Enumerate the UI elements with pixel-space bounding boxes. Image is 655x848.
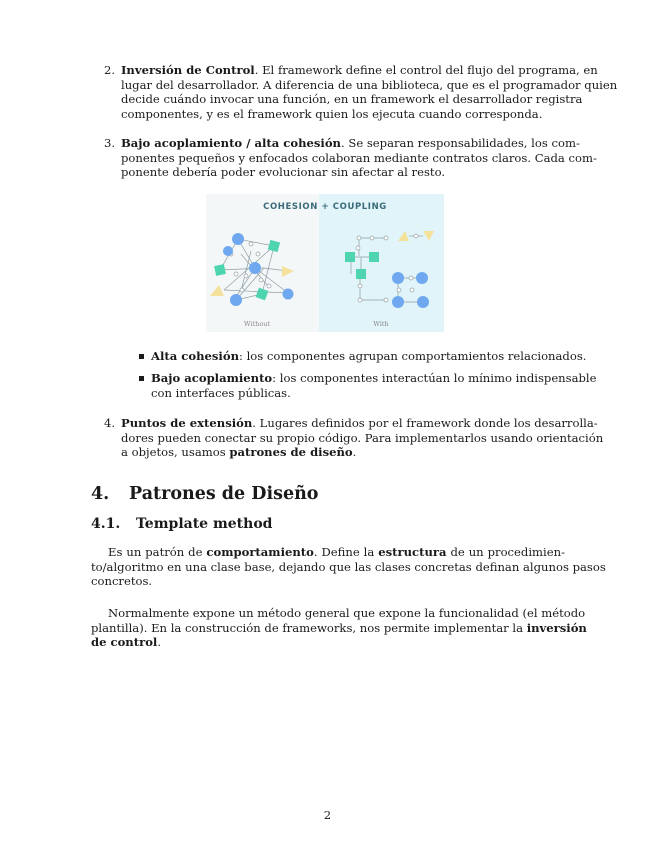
section-number: 4. — [91, 484, 110, 504]
bullet-alta-cohesion: Alta cohesión: los componentes agrupan comportamientos relacionados. — [151, 349, 565, 364]
list-item-inversion-control: 2. Inversión de Control. El framework define el control del flujo del programa, en lugar del desarrollador. A diferencia de una biblioteca, que es el programador quien decide cuándo invocar una función, en un framework el desarrollador registra componentes, y es el framework quien los ejecuta cuando corresponda. — [104, 63, 618, 121]
figure-right-label: With — [373, 320, 389, 328]
subsection-number: 4.1. — [91, 516, 121, 532]
item-number: 4. — [104, 416, 116, 430]
bullet-marker — [139, 376, 144, 381]
item-number: 3. — [104, 136, 116, 150]
subsection-title: Template method — [136, 516, 273, 532]
figure-title: COHESION + COUPLING — [263, 202, 387, 212]
item-term: Bajo acoplamiento / alta cohesión — [121, 136, 341, 150]
bullet-bajo-acoplamiento: Bajo acoplamiento: los componentes interactúan lo mínimo indispensable con interfaces públicas. — [151, 371, 565, 400]
item-number: 2. — [104, 63, 116, 77]
bullet-marker — [139, 354, 144, 359]
section-title: Patrones de Diseño — [129, 484, 319, 504]
list-item-puntos-extension: 4. Puntos de extensión. Lugares definidos por el framework donde los desarrolla- dores pueden conectar su propio código. Para implementarlos usando orientación a objetos, usamos patrones de diseño. — [104, 416, 604, 460]
page-number: 2 — [323, 808, 332, 822]
item-term: Inversión de Control — [121, 63, 255, 77]
list-item-acoplamiento: 3. Bajo acoplamiento / alta cohesión. Se separan responsabilidades, los com- ponentes pequeños y enfocados colaboran mediante contratos claros. Cada com- ponente debería poder evolucionar sin afectar al resto. — [104, 136, 597, 180]
paragraph-template-method-1: Es un patrón de comportamiento. Define la estructura de un procedimien- to/algoritmo en una clase base, dejando que las clases concretas definan algunos pasos concretos. — [91, 545, 606, 589]
figure-left-label: Without — [243, 320, 271, 328]
item-term: Puntos de extensión — [121, 416, 253, 430]
section-heading — [91, 484, 318, 504]
cohesion-coupling-figure — [206, 194, 444, 332]
paragraph-template-method-2: Normalmente expone un método general que expone la funcionalidad (el método plantilla). En la construcción de frameworks, nos permite implementar la inversión de control. — [91, 606, 587, 650]
subsection-heading — [91, 516, 272, 532]
